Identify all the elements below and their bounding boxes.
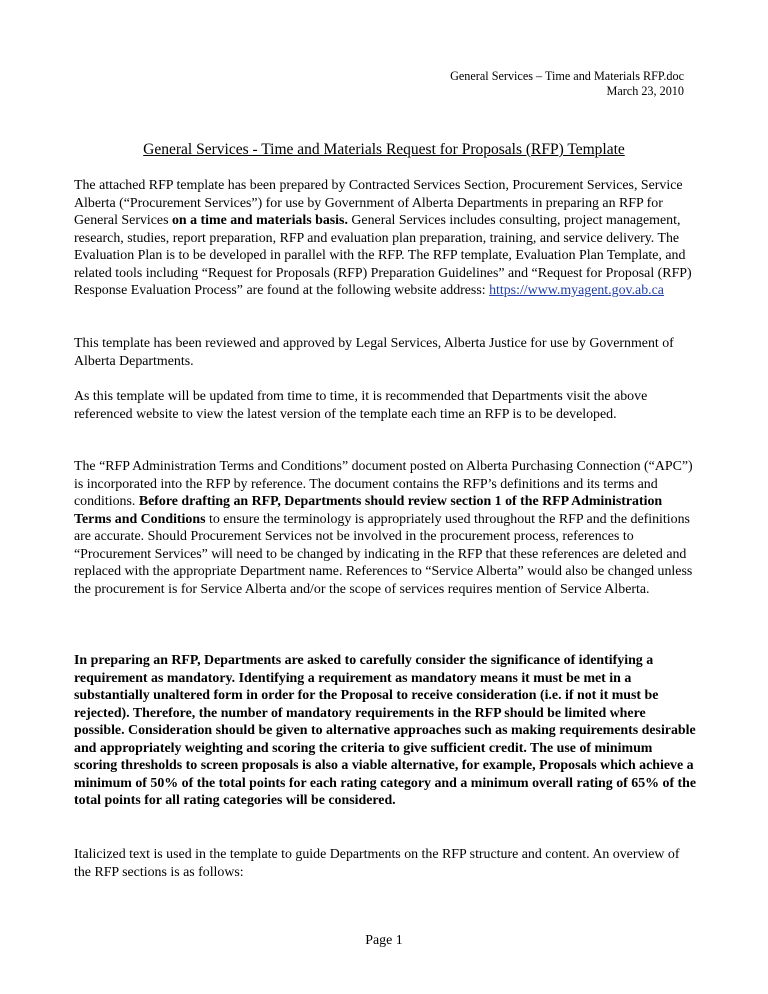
intro-text-cont: General Services includes consulting, project management, research, studies, report preparation, RFP and evaluation plan preparation, training, and service delivery. The Evaluation Plan is to be developed in parallel with the RFP. The RFP template, Evaluation Plan Template, and related tools including “Request for Proposals (RFP) Preparation Guidelines” and “Request for Proposal (RFP) Response Evaluation Process” are found at the following website address: [74,213,692,298]
mandatory-requirements-text: In preparing an RFP, Departments are asked to carefully consider the significance of identifying a requirement as mandatory. Identifying a requirement as mandatory means it must be met in a substantially unaltered form in order for the Proposal to receive consideration (i.e. if not it must be rejected). Therefore, the number of mandatory requirements in the RFP should be limited where possible. Consideration should be given to alternative approaches such as making requirements desirable and appropriately weighting and scoring the criteria to give sufficient credit. The use of minimum scoring thresholds to screen proposals is also a viable alternative, for example, Proposals which achieve a minimum of 50% of the total points for each rating category and a minimum overall rating of 65% of the total points for all rating categories will be considered. [74,653,697,808]
mandatory-requirements-paragraph [74,652,698,810]
terms-text-cont: to ensure the terminology is appropriately used throughout the RFP and the definitions are accurate. Should Procurement Services not be involved in the procurement process, references to “Procurement Services” will need to be changed by indicating in the RFP that these references are deleted and replaced with the appropriate Department name. References to “Service Alberta” would also be changed unless the procurement is for Service Alberta and/or the scope of services requires mention of Service Alberta. [74,511,693,597]
intro-paragraph [74,177,698,300]
page-header [450,69,684,99]
intro-text: The attached RFP template has been prepared by Contracted Services Section, Procurement Services, Service Alberta (“Procurement Services”) for use by Government of Alberta Departments in preparing an RFP for General Services [74,178,683,228]
myagent-link[interactable]: https://www.myagent.gov.ab.ca [489,283,664,298]
terms-bold-text: Before drafting an RFP, Departments should review section 1 of the RFP Administration Terms and Conditions [74,494,663,527]
legal-review-text: This template has been reviewed and approved by Legal Services, Alberta Justice for use by Government of Alberta Departments. [74,336,674,369]
document-title: General Services - Time and Materials Request for Proposals (RFP) Template [143,141,625,158]
header-date: March 23, 2010 [606,84,684,98]
terms-paragraph [74,458,698,598]
update-paragraph [74,388,698,423]
italics-note-text: Italicized text is used in the template to guide Departments on the RFP structure and content. An overview of the RFP sections is as follows: [74,847,680,880]
legal-review-paragraph [74,335,698,370]
terms-text: The “RFP Administration Terms and Conditions” document posted on Alberta Purchasing Connection (“APC”) is incorporated into the RFP by reference. The document contains the RFP’s definitions and its terms and conditions. [74,459,693,509]
header-filename: General Services – Time and Materials RFP.doc [450,69,684,83]
intro-bold-text: on a time and materials basis. [171,213,348,228]
update-text: As this template will be updated from time to time, it is recommended that Departments visit the above referenced website to view the latest version of the template each time an RFP is to be developed. [74,389,648,422]
page-number: Page 1 [365,933,403,948]
italics-note-paragraph [74,846,698,881]
